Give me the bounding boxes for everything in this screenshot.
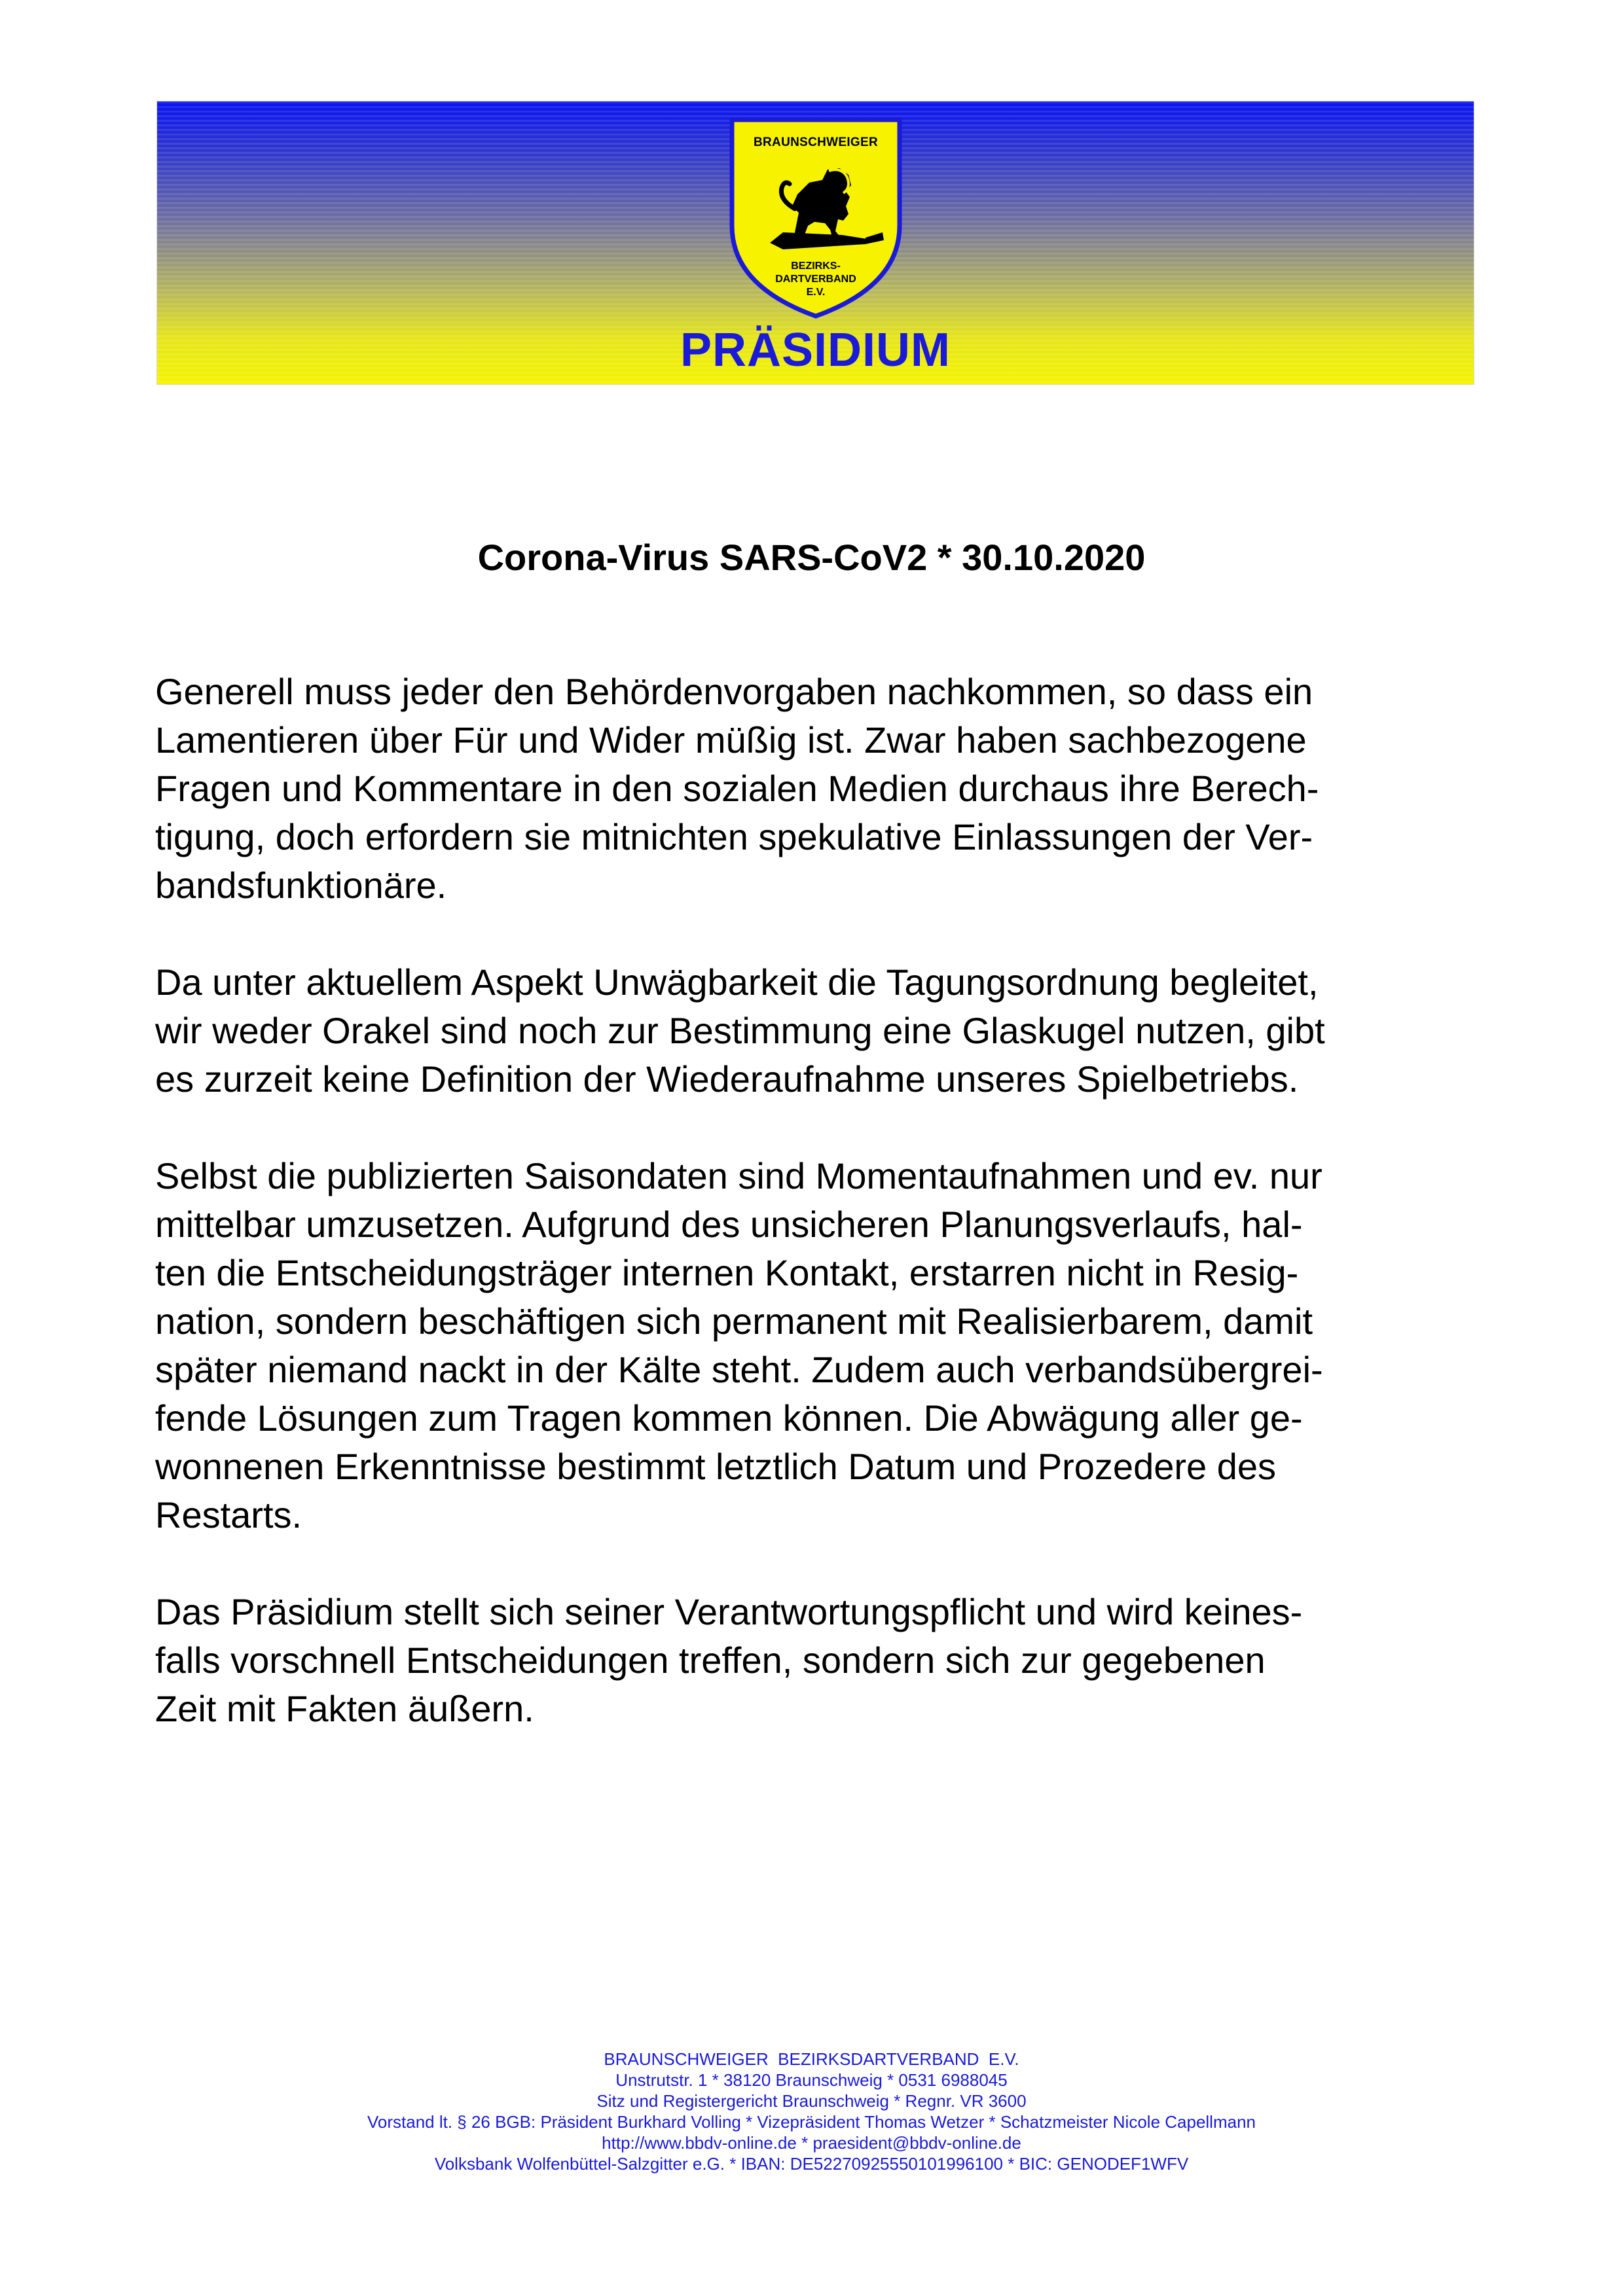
text-line: Restarts. xyxy=(155,1494,302,1535)
paragraph xyxy=(155,1152,1478,1539)
text-line: nation, sondern beschäftigen sich permanent mit Realisierbarem, damit xyxy=(155,1300,1313,1342)
crest-logo xyxy=(727,115,905,321)
text-line: Generell muss jeder den Behördenvorgaben nachkommen, so dass ein xyxy=(155,671,1313,712)
text-line: es zurzeit keine Definition der Wiederaufnahme unseres Spielbetriebs. xyxy=(155,1058,1299,1100)
paragraph xyxy=(155,1588,1478,1733)
header-banner xyxy=(157,101,1474,384)
text-line: Selbst die publizierten Saisondaten sind Momentaufnahmen und ev. nur xyxy=(155,1155,1322,1196)
text-line: Das Präsidium stellt sich seiner Verantwortungspflicht und wird keines- xyxy=(155,1591,1303,1632)
banner-title: PRÄSIDIUM xyxy=(680,324,951,376)
crest-bottom-line: DARTVERBAND xyxy=(775,274,856,285)
text-line: bandsfunktionäre. xyxy=(155,865,447,906)
text-line: mittelbar umzusetzen. Aufgrund des unsicheren Planungsverlaufs, hal- xyxy=(155,1204,1303,1245)
footer-board: Vorstand lt. § 26 BGB: Präsident Burkhard Volling * Vizepräsident Thomas Wetzer * Schatzmeister Nicole Capellmann xyxy=(367,2112,1256,2132)
text-line: tigung, doch erfordern sie mitnichten spekulative Einlassungen der Ver- xyxy=(155,816,1313,857)
text-line: falls vorschnell Entscheidungen treffen, sondern sich zur gegebenen xyxy=(155,1640,1266,1681)
text-line: Zeit mit Fakten äußern. xyxy=(155,1688,534,1729)
document-body xyxy=(155,668,1478,1782)
text-line: fende Lösungen zum Tragen kommen können. Die Abwägung aller ge- xyxy=(155,1397,1303,1439)
footer-address: Unstrutstr. 1 * 38120 Braunschweig * 0531 6988045 xyxy=(615,2070,1008,2090)
text-line: Da unter aktuellem Aspekt Unwägbarkeit die Tagungsordnung begleitet, xyxy=(155,961,1319,1003)
text-line: Lamentieren über Für und Wider müßig ist. Zwar haben sachbezogene xyxy=(155,719,1307,761)
crest-top-label: BRAUNSCHWEIGER xyxy=(754,135,878,149)
document-heading: Corona-Virus SARS-CoV2 * 30.10.2020 xyxy=(477,537,1146,578)
footer-bank: Volksbank Wolfenbüttel-Salzgitter e.G. * IBAN: DE52270925550101996100 * BIC: GENODEF1WFV xyxy=(434,2154,1189,2174)
text-line: später niemand nackt in der Kälte steht. Zudem auch verbandsübergrei- xyxy=(155,1349,1323,1390)
crest-bottom-line: E.V. xyxy=(806,287,826,298)
footer-org-name: BRAUNSCHWEIGER BEZIRKSDARTVERBAND E.V. xyxy=(604,2049,1019,2069)
paragraph xyxy=(155,958,1478,1103)
text-line: Fragen und Kommentare in den sozialen Medien durchaus ihre Berech- xyxy=(155,768,1319,809)
crest-bottom-label xyxy=(727,260,905,299)
footer-web-email[interactable]: http://www.bbdv-online.de * praesident@bbdv-online.de xyxy=(602,2133,1021,2153)
text-line: wonnenen Erkenntnisse bestimmt letztlich Datum und Prozedere des xyxy=(155,1446,1276,1487)
footer-registry: Sitz und Registergericht Braunschweig * Regnr. VR 3600 xyxy=(596,2091,1027,2111)
text-line: wir weder Orakel sind noch zur Bestimmung eine Glaskugel nutzen, gibt xyxy=(155,1010,1325,1051)
crest-bottom-line: BEZIRKS- xyxy=(791,260,841,272)
footer xyxy=(0,2049,1623,2174)
paragraph xyxy=(155,668,1478,910)
text-line: ten die Entscheidungsträger internen Kontakt, erstarren nicht in Resig- xyxy=(155,1252,1299,1293)
